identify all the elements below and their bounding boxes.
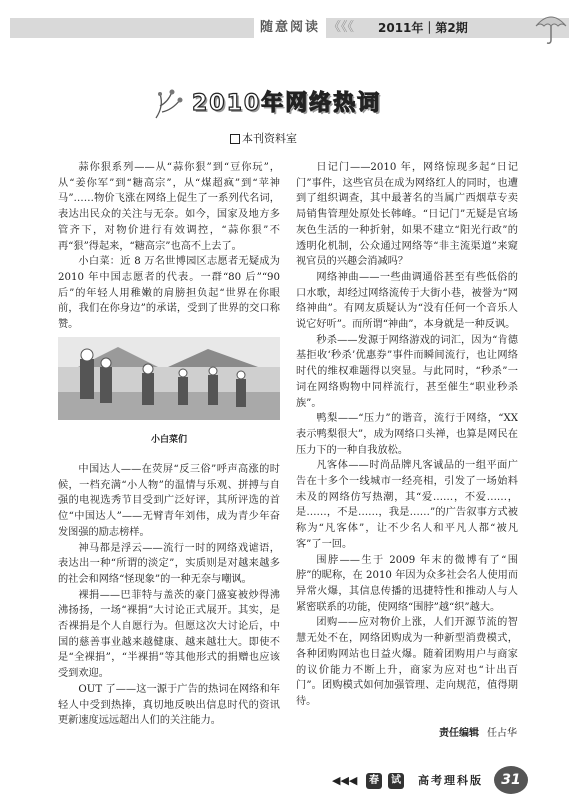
issue-label: 2011年｜第2期 bbox=[378, 21, 468, 35]
paragraph: OUT 了——这一源于广告的热词在网络和年轻人中受到热捧，真切地反映出信息时代的资讯更新速度远远超出人们的关注能力。 bbox=[58, 683, 280, 727]
paragraph: 团购——应对物价上涨，人们开源节流的智慧无处不在，网络团购成为一种新型消费模式，各种团购网站也日益火爆。随着团购用户与商家的议价能力不断上升，商家为应对也“计出百门”。团购模式如何加强管理、走向规范，值得期待。 bbox=[296, 617, 518, 707]
paragraph: 小白菜：近 8 万名世博园区志愿者无疑成为 2010 年中国志愿者的代表。一群“80 后”“90 后”的年轻人用稚嫩的肩膀担负起“世界在你眼前，我们在你身边”的承诺，受到了世界的交口称赞。 bbox=[58, 256, 280, 331]
editor-credit bbox=[439, 724, 517, 739]
byline bbox=[230, 130, 297, 146]
decorative-flourish-icon bbox=[150, 86, 190, 122]
page-number: 31 bbox=[494, 766, 528, 794]
byline-box-icon bbox=[230, 134, 240, 144]
page-header bbox=[10, 10, 569, 44]
editor-label: 责任编辑 bbox=[439, 728, 479, 739]
paragraph: 蒜你狠系列——从“蒜你狠”到“豆你玩”，从“姜你军”到“糖高宗”，从“煤超疯”到“苹神马”……物价飞涨在网络上促生了一系列代名词，表达出民众的关注与无奈。如今，国家及地方多管齐下，对物价进行有效调控，“蒜你狠”不再“狠”得起来，“糖高宗”也高不上去了。 bbox=[58, 162, 280, 252]
footer-chip: 春 bbox=[366, 773, 382, 789]
paragraph: 秒杀——发源于网络游戏的词汇，因为“肯德基拒收‘秒杀’优惠券”事件而瞬间流行，也让网络时代的维权难题得以突显。与此同时，“秒杀”一词在网络购物中同样流行，甚至催生“职业秒杀族”。 bbox=[296, 334, 518, 409]
byline-text: 本刊资料室 bbox=[242, 132, 297, 145]
paragraph: 网络神曲——一些曲调通俗甚至有些低俗的口水歌，却经过网络流传于大街小巷，被誉为“网络神曲”。有网友质疑认为“没有任何一个音乐人说它好听”。而所谓“神曲”，本身就是一种反讽。 bbox=[296, 271, 518, 331]
section-title: 随意阅读 bbox=[254, 18, 326, 38]
paragraph: 裸捐——巴菲特与盖茨的豪门盛宴被炒得沸沸扬扬，一场“裸捐”大讨论正式展开。其实，是否裸捐是个人自愿行为。但愿这次大讨论后，中国的慈善事业越来越健康、越来越壮大。即使不是“全裸捐”，“半裸捐”等其他形式的捐赠也应该受到欢迎。 bbox=[58, 589, 280, 680]
paragraph: 神马都是浮云——流行一时的网络戏谑语，表达出一种“所谓的淡定”，实质则是对越来越多的社会和网络“怪现象”的一种无奈与嘲讽。 bbox=[58, 542, 280, 585]
paragraph: 鸭梨——“压力”的谐音，流行于网络，“XX 表示鸭梨很大”，成为网络口头禅，也算是网民在压力下的一种自我放松。 bbox=[296, 413, 518, 456]
magazine-name: 高考理科版 bbox=[418, 774, 483, 787]
right-column bbox=[296, 160, 518, 710]
left-column-bottom bbox=[58, 462, 280, 729]
paragraph: 围脖——生于 2009 年末的微博有了“围脖”的昵称，在 2010 年因为众多社会名人使用而异常火爆，其信息传播的迅捷特性和推动人与人紧密联系的功能，使网络“围脖”越“织”越大。 bbox=[296, 554, 518, 613]
editor-name: 任占华 bbox=[487, 728, 517, 739]
left-column-top bbox=[58, 160, 280, 333]
volunteers-photo bbox=[58, 337, 280, 420]
page-footer bbox=[332, 772, 560, 790]
header-arrows: 《《《 bbox=[328, 20, 355, 35]
footer-chip: 试 bbox=[388, 773, 404, 789]
paragraph: 凡客体——时尚品牌凡客诚品的一组平面广告在十多个一线城市一经亮相，引发了一场始料未及的网络仿写热潮，其“爱……，不爱……，是……，不是……，我是……”的广告叙事方式被称为“凡客体”，让不少名人和平凡人都“被凡客”了一回。 bbox=[296, 460, 518, 550]
paragraph: 中国达人——在荧屏“反三俗”呼声高涨的时候，一档充满“小人物”的温情与乐观、拼搏与自强的电视选秀节目受到广泛好评，其所评选的首位“中国达人”——无臂青年刘伟，成为青少年奋发图强的励志榜样。 bbox=[58, 464, 280, 538]
article-title: 2010年网络热词 bbox=[192, 91, 382, 116]
article-title-block bbox=[150, 86, 410, 118]
paragraph: 日记门——2010 年，网络惊现多起“日记门”事件，这些官员在成为网络红人的同时，也遭到了组织调查，其中最著名的当属广西烟草专卖局销售管理处原处长韩峰。“日记门”无疑是官场灰色生活的一种折射，如果不建立“阳光行政”的透明化机制，公众通过网络等“非主流渠道”来窥视官员的兴趣会消减吗？ bbox=[296, 162, 518, 268]
footer-arrows: ◀◀◀ bbox=[332, 774, 358, 787]
photo-caption: 小白菜们 bbox=[150, 435, 187, 445]
umbrella-icon bbox=[533, 10, 569, 46]
